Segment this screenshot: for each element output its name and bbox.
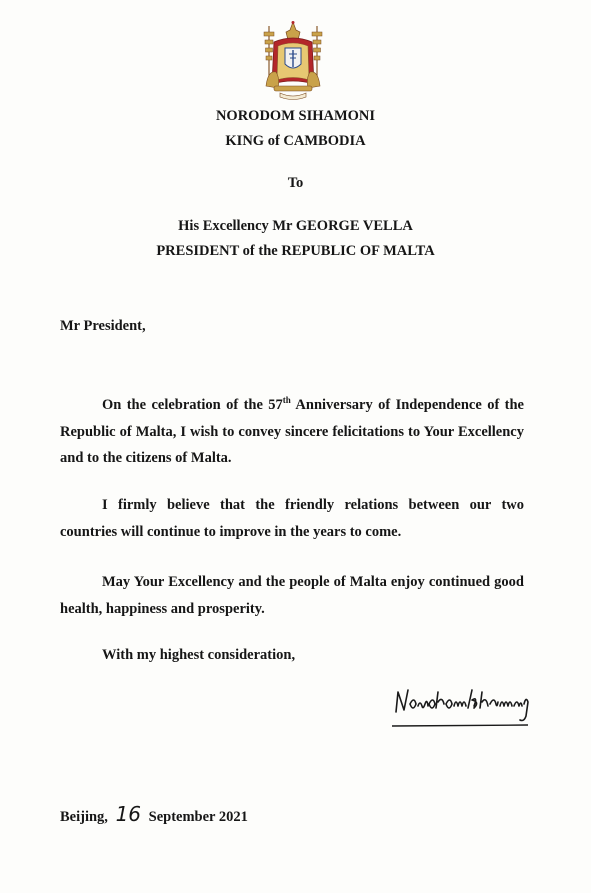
paragraph-relations: I firmly believe that the friendly relations between our two countries will continue to improve in the years to come. [60,497,524,540]
paragraph-anniversary-rest: Anniversary of Independence of the Republic of Malta, I wish to convey sincere felicitations to Your Excellency and to the citizens of Malta. [60,397,524,466]
date-month-year: September 2021 [148,809,248,825]
date-city: Beijing, [60,809,108,825]
paragraph-wishes: May Your Excellency and the people of Malta enjoy continued good health, happiness and prosperity. [60,574,524,617]
date-day: 16 [115,802,142,826]
handwritten-signature-icon [388,684,538,730]
sender-name: NORODOM SIHAMONI [215,108,376,124]
ordinal-suffix: th [282,395,291,406]
addressee-name: His Excellency Mr GEORGE VELLA [178,218,413,234]
to-label: To [287,175,304,191]
sender-title: KING of CAMBODIA [225,133,366,149]
royal-arms-of-cambodia-icon [260,20,326,102]
dateline [60,802,248,826]
paragraph-anniversary [60,392,524,472]
salutation: Mr President, [60,318,146,334]
closing: With my highest consideration, [102,647,296,663]
addressee-title: PRESIDENT of the REPUBLIC OF MALTA [156,243,435,259]
paragraph-anniversary-start: On the celebration of the 57 [102,397,283,413]
